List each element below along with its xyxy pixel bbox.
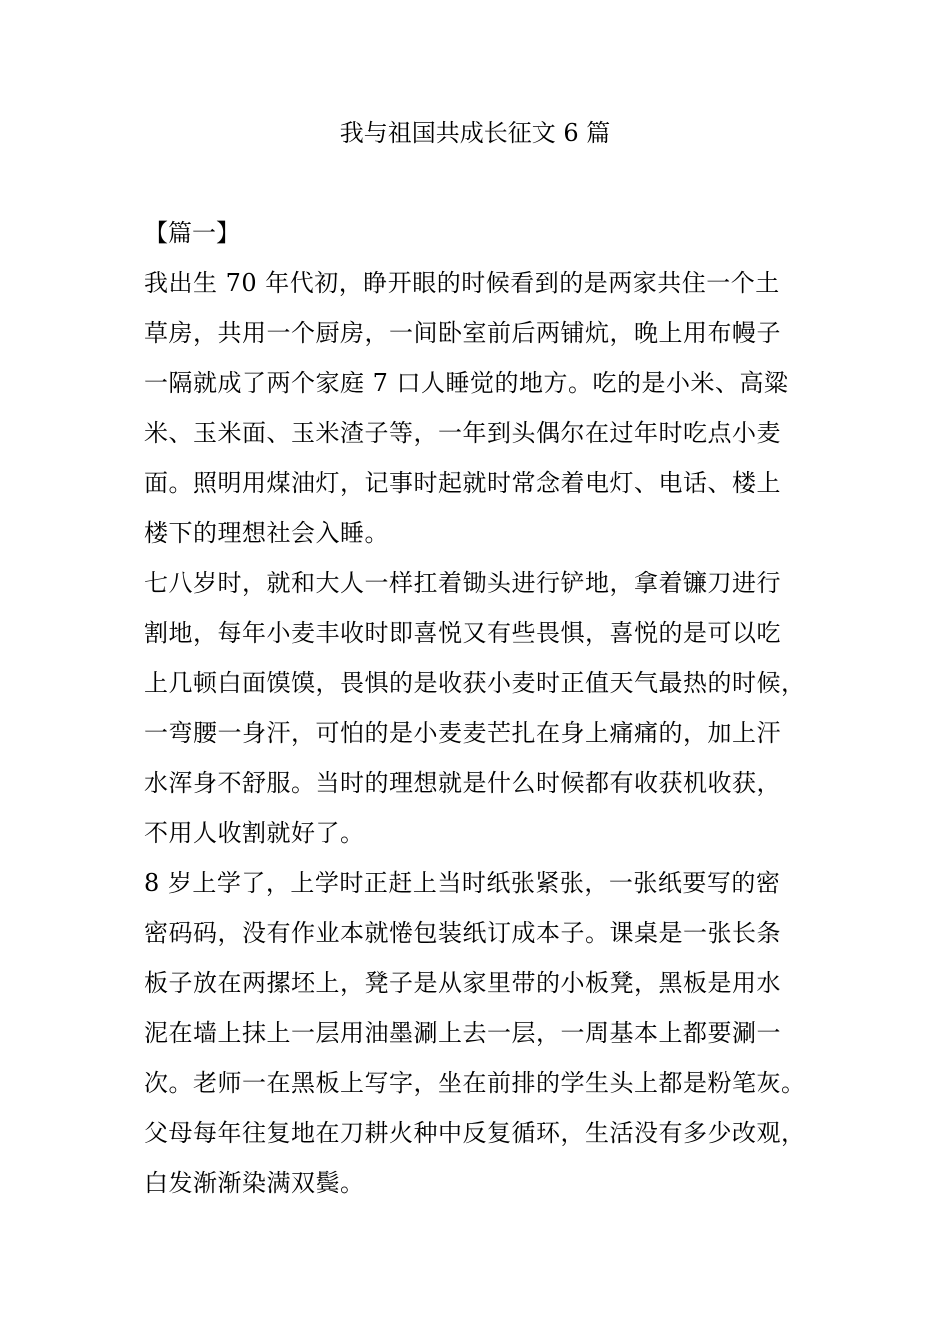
- text-line: 米、玉米面、玉米渣子等，一年到头偶尔在过年时吃点小麦: [144, 419, 781, 447]
- text-line: 泥在墙上抹上一层用油墨涮上去一层，一周基本上都要涮一: [144, 1019, 781, 1047]
- document-title: 我与祖国共成长征文 6 篇: [339, 119, 611, 147]
- text-line: 面。照明用煤油灯，记事时起就时常念着电灯、电话、楼上: [144, 469, 781, 497]
- text-line: 白发渐渐染满双鬓。: [144, 1169, 365, 1197]
- text-line: 8 岁上学了，上学时正赶上当时纸张紧张，一张纸要写的密: [144, 869, 781, 897]
- text-line: 不用人收割就好了。: [144, 819, 365, 847]
- text-line: 草房，共用一个厨房，一间卧室前后两铺炕，晚上用布幔子: [144, 319, 781, 347]
- text-line: 割地，每年小麦丰收时即喜悦又有些畏惧，喜悦的是可以吃: [144, 619, 781, 647]
- text-line: 父母每年往复地在刀耕火种中反复循环，生活没有多少改观，: [144, 1119, 806, 1147]
- text-line: 水浑身不舒服。当时的理想就是什么时候都有收获机收获，: [144, 769, 781, 797]
- text-line: 楼下的理想社会入睡。: [144, 519, 389, 547]
- text-line: 上几顿白面馍馍，畏惧的是收获小麦时正值天气最热的时候，: [144, 669, 806, 697]
- text-line: 一弯腰一身汗，可怕的是小麦麦芒扎在身上痛痛的，加上汗: [144, 719, 781, 747]
- text-line: 一隔就成了两个家庭 7 口人睡觉的地方。吃的是小米、高粱: [144, 369, 789, 397]
- text-line: 次。老师一在黑板上写字，坐在前排的学生头上都是粉笔灰。: [144, 1069, 806, 1097]
- text-line: 密码码，没有作业本就惓包装纸订成本子。课桌是一张长条: [144, 919, 781, 947]
- text-line: 七八岁时，就和大人一样扛着锄头进行铲地，拿着镰刀进行: [144, 569, 781, 597]
- section-heading: 【篇一】: [144, 219, 240, 247]
- text-line: 板子放在两摞坯上，凳子是从家里带的小板凳，黑板是用水: [144, 969, 781, 997]
- body-text: [144, 263, 824, 1213]
- text-line: 我出生 70 年代初，睁开眼的时候看到的是两家共住一个土: [144, 269, 780, 297]
